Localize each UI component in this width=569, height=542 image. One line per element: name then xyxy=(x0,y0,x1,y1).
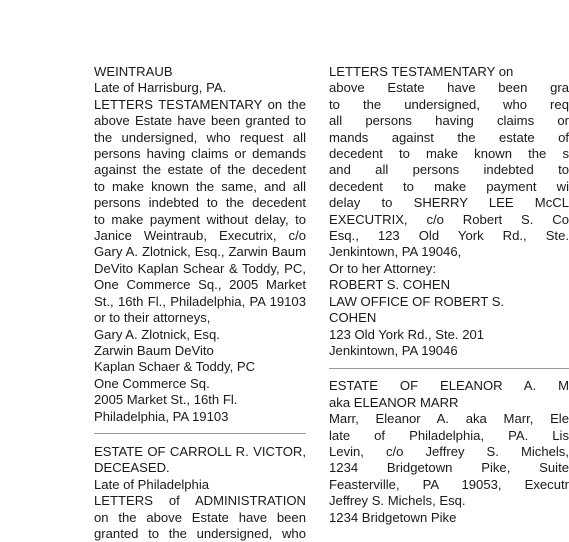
notice-line: 123 Old York Rd., Ste. 201 xyxy=(329,326,485,342)
notice-line: Jenkintown, PA 19046, xyxy=(329,244,462,260)
mcclain-notice xyxy=(329,64,569,359)
notice-line: above Estate have been granted to xyxy=(94,113,306,129)
notice-line: to the undersigned, who req xyxy=(329,96,569,112)
carroll-victor-notice xyxy=(94,444,306,542)
notice-line: granted to the undersigned, who xyxy=(94,525,306,541)
notice-line: LAW OFFICE OF ROBERT S. xyxy=(329,293,505,309)
notice-line: Late of Harrisburg, PA. xyxy=(94,80,227,96)
notice-line: Gary A. Zlotnick, Esq., Zarwin Baum xyxy=(94,244,306,260)
notice-divider xyxy=(94,433,306,434)
notice-line: aka ELEANOR MARR xyxy=(329,394,459,410)
notice-line: DeVito Kaplan Schear & Toddy, PC, xyxy=(94,260,306,276)
notice-line: LETTERS TESTAMENTARY on xyxy=(329,64,514,79)
notice-line: ESTATE OF CARROLL R. VICTOR, xyxy=(94,443,306,459)
notice-line: One Commerce Sq. xyxy=(94,375,210,391)
notice-line: Esq., 123 Old York Rd., Ste. xyxy=(329,228,569,244)
notice-divider xyxy=(329,368,569,369)
notice-line: Gary A. Zlotnick, Esq. xyxy=(94,326,220,342)
notice-line: Kaplan Schaer & Toddy, PC xyxy=(94,359,256,375)
notice-line: 1234 Bridgetown Pike, Suite xyxy=(329,460,569,476)
notice-line: and all persons indebted to xyxy=(329,162,569,178)
notice-line: Levin, c/o Jeffrey S. Michels, xyxy=(329,443,569,459)
notice-line: Jenkintown, PA 19046 xyxy=(329,342,458,358)
notice-line: to make payment without delay, to xyxy=(94,211,306,227)
notice-line: DECEASED. xyxy=(94,460,170,476)
notice-line: Jeffrey S. Michels, Esq. xyxy=(329,493,466,509)
notice-line: COHEN xyxy=(329,310,377,326)
notice-line: against the estate of the decedent xyxy=(94,162,306,178)
notice-line: persons indebted to the decedent xyxy=(94,195,306,211)
notice-line: all persons having claims or xyxy=(329,113,569,129)
notice-line: One Commerce Sq., 2005 Market xyxy=(94,277,306,293)
eleanor-marr-notice xyxy=(329,378,569,526)
notice-line: Philadelphia, PA 19103 xyxy=(94,408,229,424)
notice-line: ROBERT S. COHEN xyxy=(329,277,451,293)
notice-line: decedent to make known the s xyxy=(329,146,569,162)
notice-line: Zarwin Baum DeVito xyxy=(94,342,214,358)
notice-line: to make known the same, and all xyxy=(94,178,306,194)
notice-line: Marr, Eleanor A. aka Marr, Ele xyxy=(329,411,569,427)
notice-line: the undersigned, who request all xyxy=(94,129,306,145)
notice-line: late of Philadelphia, PA. Lis xyxy=(329,427,569,443)
notice-line: LETTERS TESTAMENTARY on the xyxy=(94,96,306,112)
notice-line: EXECUTRIX, c/o Robert S. Co xyxy=(329,211,569,227)
notice-line: ESTATE OF ELEANOR A. M xyxy=(329,378,569,394)
notice-line: delay to SHERRY LEE McCL xyxy=(329,195,569,211)
notice-line: mands against the estate of xyxy=(329,129,569,145)
notice-line: Feasterville, PA 19053, Executr xyxy=(329,476,569,492)
left-column xyxy=(94,64,306,542)
notice-line: Or to her Attorney: xyxy=(329,260,436,276)
notice-line: Janice Weintraub, Executrix, c/o xyxy=(94,228,306,244)
right-column xyxy=(329,64,569,526)
notice-line: 1234 Bridgetown Pike xyxy=(329,509,457,525)
notice-line: 2005 Market St., 16th Fl. xyxy=(94,392,238,408)
weintraub-notice xyxy=(94,64,306,425)
notice-line: persons having claims or demands xyxy=(94,146,306,162)
notice-line: WEINTRAUB xyxy=(94,64,173,79)
notice-line: St., 16th Fl., Philadelphia, PA 19103 xyxy=(94,293,306,309)
notice-line: decedent to make payment wi xyxy=(329,178,569,194)
notice-line: Late of Philadelphia xyxy=(94,476,210,492)
notice-line: LETTERS of ADMINISTRATION xyxy=(94,493,306,509)
notice-line: on the above Estate have been xyxy=(94,509,306,525)
notice-line: or to their attorneys, xyxy=(94,310,211,326)
notice-line: above Estate have been gra xyxy=(329,80,569,96)
